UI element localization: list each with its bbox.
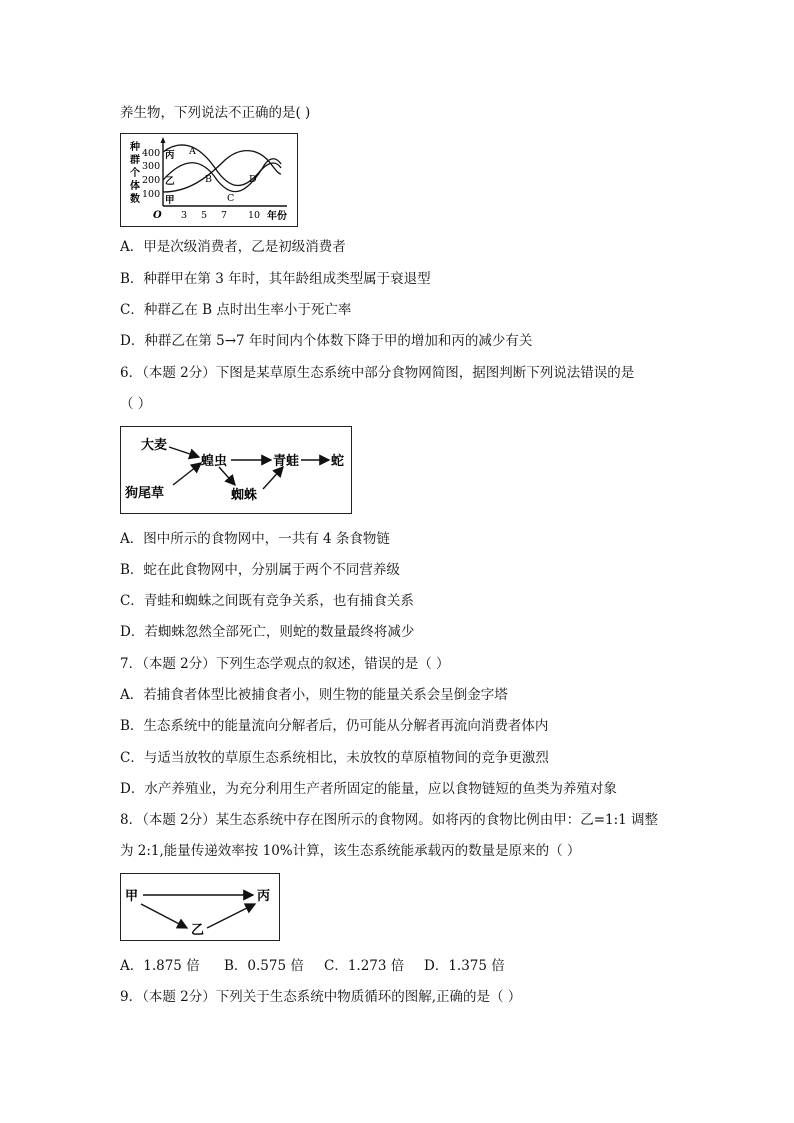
q6-option-a: A．图中所示的食物网中，一共有 4 条食物链 (120, 531, 390, 547)
x-tick-label: 7 (221, 210, 228, 221)
q5-option-d: D．种群乙在第 5→7 年时间内个体数下降于甲的增加和丙的减少有关 (120, 333, 533, 349)
q5-stem: 养生物，下列说法不正确的是( ) (120, 105, 311, 121)
x-tick-label: 10 (248, 210, 261, 221)
node-spider: 蜘蛛 (231, 488, 258, 503)
y-label-char: 个 (130, 168, 140, 179)
q8-option-d: D．1.375 倍 (424, 958, 505, 974)
q5-option-c: C．种群乙在 B 点时出生率小于死亡率 (120, 302, 352, 318)
q5-option-b: B．种群甲在第 3 年时，其年龄组成类型属于衰退型 (120, 271, 431, 287)
arrow (263, 467, 283, 489)
curve-label: 甲 (165, 195, 175, 206)
y-label-char: 群 (130, 155, 140, 166)
point-label: B (205, 174, 212, 185)
node-barley: 大麦 (141, 438, 168, 453)
q7-option-d: D．水产养殖业，为充分利用生产者所固定的能量，应以食物链短的鱼类为养殖对象 (120, 781, 617, 797)
x-tick-label: 3 (181, 210, 188, 221)
curve-label: 丙 (165, 150, 175, 161)
q6-option-d: D．若蜘蛛忽然全部死亡，则蛇的数量最终将减少 (120, 624, 415, 640)
node-bing: 丙 (257, 889, 271, 904)
q5-option-a: A．甲是次级消费者，乙是初级消费者 (120, 239, 346, 255)
y-label-char: 体 (130, 181, 140, 192)
q8-stem: 8．（本题 2分）某生态系统中存在图所示的食物网。如将丙的食物比例由甲：乙=1:1 调整 (120, 812, 659, 828)
node-jia: 甲 (125, 889, 139, 904)
x-axis-label: 年份 (267, 211, 287, 222)
food-web-diagram-2 (120, 873, 280, 941)
y-tick-label: 400 (142, 148, 161, 159)
point-label: D (249, 174, 257, 185)
y-tick-label: 100 (142, 189, 161, 200)
q6-stem-bracket: （ ） (120, 396, 152, 412)
node-locust: 蝗虫 (201, 454, 228, 469)
q8-option-c: C．1.273 倍 (324, 958, 405, 974)
y-axis-arrow (161, 137, 166, 143)
arrow (173, 463, 201, 485)
y-tick-label: 200 (142, 175, 161, 186)
arrow (141, 904, 187, 928)
y-tick-label: 300 (142, 161, 161, 172)
q8-option-b: B．0.575 倍 (224, 958, 304, 974)
arrow (207, 904, 255, 928)
y-label-char: 数 (130, 194, 140, 205)
q6-option-b: B．蛇在此食物网中，分别属于两个不同营养级 (120, 562, 400, 578)
curve-label: 乙 (165, 176, 175, 187)
node-frog: 青蛙 (273, 454, 300, 469)
arrow (219, 467, 235, 485)
population-chart (120, 133, 298, 227)
q6-option-c: C．青蛙和蜘蛛之间既有竞争关系，也有捕食关系 (120, 593, 414, 609)
food-web-diagram-1 (120, 426, 352, 514)
point-label: A (189, 146, 196, 157)
q7-stem: 7．（本题 2分）下列生态学观点的叙述，错误的是（ ） (120, 656, 450, 672)
q8-option-a: A．1.875 倍 (120, 958, 200, 974)
node-yi: 乙 (191, 923, 205, 938)
q8-stem-line2: 为 2:1,能量传递效率按 10%计算，该生态系统能承载丙的数量是原来的（ ） (120, 843, 581, 859)
y-label-char: 种 (130, 142, 140, 153)
point-label: C (227, 193, 235, 204)
q6-stem: 6．（本题 2分）下图是某草原生态系统中部分食物网简图，据图判断下列说法错误的是 (120, 365, 635, 381)
node-foxtail: 狗尾草 (125, 486, 165, 501)
arrow (169, 447, 199, 457)
q9-stem: 9．（本题 2分）下列关于生态系统中物质循环的图解,正确的是（ ） (120, 989, 522, 1005)
q7-option-c: C．与适当放牧的草原生态系统相比，未放牧的草原植物间的竞争更激烈 (120, 750, 549, 766)
q7-option-a: A．若捕食者体型比被捕食者小，则生物的能量关系会呈倒金字塔 (120, 687, 508, 703)
node-snake: 蛇 (331, 454, 345, 469)
q8-options (120, 957, 505, 975)
q7-option-b: B．生态系统中的能量流向分解者后，仍可能从分解者再流向消费者体内 (120, 718, 549, 734)
origin-label: O (153, 210, 162, 221)
x-tick-label: 5 (201, 210, 208, 221)
